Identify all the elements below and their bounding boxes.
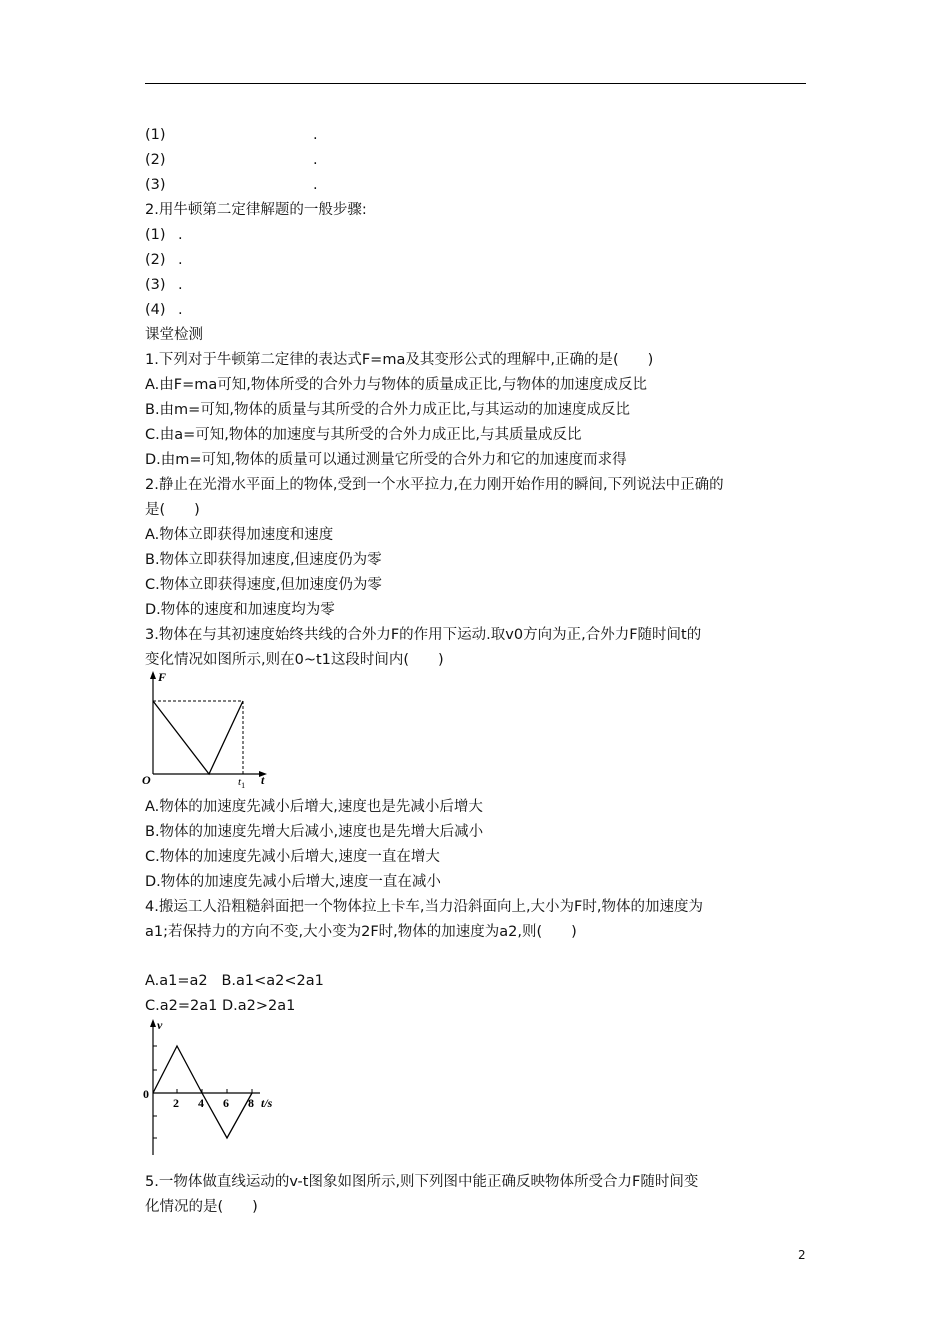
header-rule [145, 83, 806, 84]
q3-force-time-graph [140, 668, 275, 790]
q5-y-arrow [150, 1019, 156, 1027]
blank-dot: . [313, 177, 318, 193]
q3-stem-line2: 变化情况如图所示,则在0~t1这段时间内( ) [145, 652, 444, 668]
q1-option-d: D.由m=可知,物体的质量可以通过测量它所受的合外力和它的加速度而求得 [145, 452, 627, 468]
q5-velocity-time-graph [140, 1015, 285, 1160]
q1-option-a: A.由F=ma可知,物体所受的合外力与物体的质量成正比,与物体的加速度成反比 [145, 377, 647, 393]
blank-dot: . [178, 252, 183, 268]
steps-heading: 2.用牛顿第二定律解题的一般步骤: [145, 202, 367, 218]
q3-option-b: B.物体的加速度先增大后减小,速度也是先增大后减小 [145, 824, 484, 840]
q3-y-label: F [158, 670, 167, 684]
blank-dot: . [178, 302, 183, 318]
q2-option-c: C.物体立即获得速度,但加速度仍为零 [145, 577, 382, 593]
q3-y-arrow [150, 671, 156, 679]
q5-x-tick-label-6: 6 [223, 1096, 229, 1110]
q3-x-label: t [261, 773, 265, 787]
q1-option-c: C.由a=可知,物体的加速度与其所受的合外力成正比,与其质量成反比 [145, 427, 582, 443]
q3-force-line [153, 701, 243, 774]
q3-option-c: C.物体的加速度先减小后增大,速度一直在增大 [145, 849, 440, 865]
q5-x-tick-label-4: 4 [198, 1096, 204, 1110]
q3-origin-label: O [142, 773, 151, 787]
q4-options-line2: C.a2=2a1 D.a2>2a1 [145, 998, 296, 1014]
q2-option-a: A.物体立即获得加速度和速度 [145, 527, 334, 543]
q5-stem-line1: 5.一物体做直线运动的v-t图象如图所示,则下列图中能正确反映物体所受合力F随时间变 [145, 1174, 699, 1190]
blank-label-1: (1) [145, 127, 166, 143]
blank-label-3: (3) [145, 177, 166, 193]
blank-label-2: (2) [145, 152, 166, 168]
q1-option-b: B.由m=可知,物体的质量与其所受的合外力成正比,与其运动的加速度成反比 [145, 402, 631, 418]
section-title: 课堂检测 [145, 327, 203, 343]
blank-dot: . [313, 127, 318, 143]
q5-origin-label: 0 [143, 1087, 149, 1101]
q5-x-label: t/s [261, 1096, 273, 1110]
step-label-1: (1) [145, 227, 166, 243]
q2-option-d: D.物体的速度和加速度均为零 [145, 602, 335, 618]
q2-stem-line2: 是( ) [145, 502, 200, 518]
q1-stem: 1.下列对于牛顿第二定律的表达式F=ma及其变形公式的理解中,正确的是( ) [145, 352, 654, 368]
q5-x-tick-label-8: 8 [248, 1096, 254, 1110]
q2-stem-line1: 2.静止在光滑水平面上的物体,受到一个水平拉力,在力刚开始作用的瞬间,下列说法中正确的 [145, 477, 724, 493]
q4-options-line1: A.a1=a2 B.a1<a2<2a1 [145, 973, 324, 989]
step-label-4: (4) [145, 302, 166, 318]
blank-dot: . [178, 277, 183, 293]
q5-y-label: v [157, 1018, 163, 1032]
q5-stem-line2: 化情况的是( ) [145, 1199, 258, 1215]
page-number: 2 [798, 1248, 806, 1262]
q3-t1-label [238, 776, 245, 790]
step-label-3: (3) [145, 277, 166, 293]
q5-x-tick-label-2: 2 [173, 1096, 179, 1110]
q3-option-a: A.物体的加速度先减小后增大,速度也是先减小后增大 [145, 799, 483, 815]
blank-dot: . [313, 152, 318, 168]
q3-option-d: D.物体的加速度先减小后增大,速度一直在减小 [145, 874, 441, 890]
q3-stem-line1: 3.物体在与其初速度始终共线的合外力F的作用下运动.取v0方向为正,合外力F随时间t的 [145, 627, 702, 643]
step-label-2: (2) [145, 252, 166, 268]
q2-option-b: B.物体立即获得加速度,但速度仍为零 [145, 552, 382, 568]
blank-dot: . [178, 227, 183, 243]
q4-stem-line2: a1;若保持力的方向不变,大小变为2F时,物体的加速度为a2,则( ) [145, 924, 577, 940]
q4-stem-line1: 4.搬运工人沿粗糙斜面把一个物体拉上卡车,当力沿斜面向上,大小为F时,物体的加速度为 [145, 899, 703, 915]
q3-t1-main: t [238, 776, 242, 788]
q3-t1-sub: 1 [241, 781, 246, 790]
